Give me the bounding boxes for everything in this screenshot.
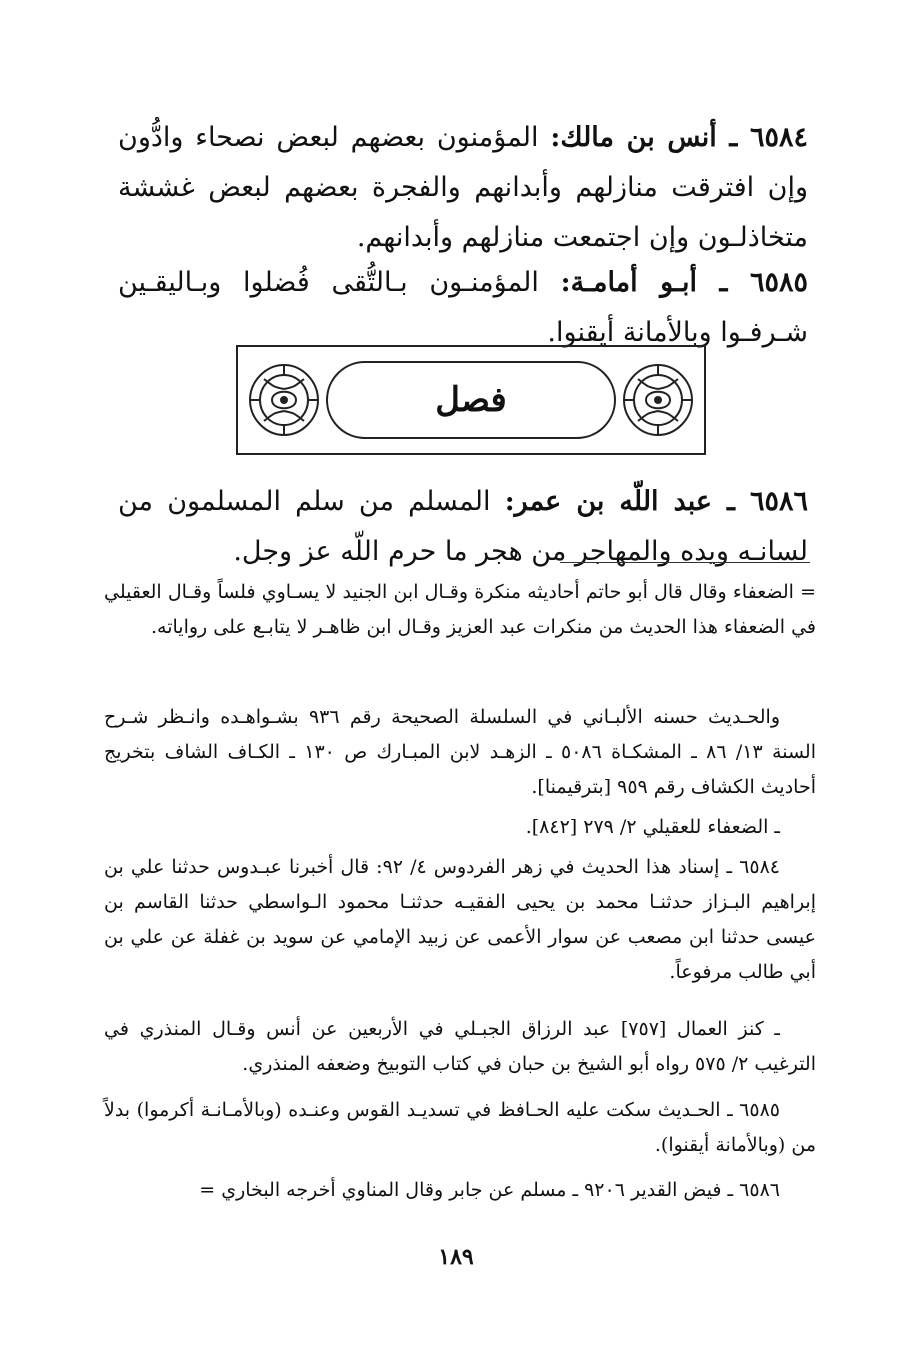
entry-head: ٦٥٨٦ ـ عبد اللّه بن عمر:	[504, 486, 808, 517]
footnote-text: = الضعفاء وقال قال أبو حاتم أحاديثه منكرة وقـال ابن الجنيد لا يسـاوي فلساً وقـال العقيلي في الضعفاء هذا الحديث من منكرات عبد العزيز وقـال ابن ظاهـر لا يتابـع على رواياته.	[104, 581, 816, 638]
footnote-hadith-grading	[104, 700, 816, 805]
hadith-entry-6585	[118, 258, 808, 358]
entry-text: المسلم من سلم المسلمون من لسانـه ويده والمهاجر من هجر ما حرم اللّه عز وجل.	[118, 486, 808, 567]
footnote-divider	[560, 562, 810, 563]
entry-text: المؤمنـون بـالتُّقى فُضلوا وبـاليقـين شـرفـوا وبالأمانة أيقنوا.	[118, 267, 808, 348]
footnote-text: ـ الضعفاء للعقيلي ٢/ ٢٧٩ [٨٤٢].	[525, 816, 780, 838]
page-number: ١٨٩	[438, 1244, 474, 1270]
footnote-6585	[104, 1093, 816, 1163]
footnote-text: ٦٥٨٦ ـ فيض القدير ٩٢٠٦ ـ مسلم عن جابر وقال المناوي أخرجه البخاري =	[199, 1179, 780, 1201]
footnote-text: ٦٥٨٤ ـ إسناد هذا الحديث في زهر الفردوس ٤/ ٩٢: قال أخبرنا عبـدوس حدثنا علي بن إبراهيم البـزاز حدثنـا محمد بن يحيى الفقيـه حدثنـا محمود الـواسطي حدثنا القاسم بن عيسى حدثنا ابن مصعب عن سوار الأعمى عن زبيد الإمامي عن سويد بن غفلة عن علي بن أبي طالب مرفوعاً.	[104, 856, 816, 983]
section-heading-cartouche	[326, 361, 616, 439]
footnote-continuation	[104, 575, 816, 645]
footnote-daafa-reference	[104, 810, 816, 845]
footnote-text: ٦٥٨٥ ـ الحـديث سكت عليه الحـافظ في تسديـد القوس وعنـده (وبالأمـانـة أكرموا) بدلاً من (وبالأمانة أيقنوا).	[104, 1099, 816, 1156]
arabesque-ornament-icon	[618, 359, 698, 441]
footnote-kanz-reference	[104, 1012, 816, 1082]
section-heading: فصل	[435, 380, 507, 420]
footnote-text: والحـديث حسنه الألبـاني في السلسلة الصحيحة رقم ٩٣٦ بشـواهـده وانـظر شـرح السنة ١٣/ ٨٦ ـ المشكـاة ٥٠٨٦ ـ الزهـد لابن المبـارك ص ١٣٠ ـ الكـاف الشاف بتخريج أحاديث الكشاف رقم ٩٥٩ [بترقيمنا].	[104, 706, 816, 798]
hadith-entry-6584	[118, 113, 808, 263]
arabesque-ornament-icon	[244, 359, 324, 441]
footnote-6586	[104, 1173, 816, 1208]
entry-head: ٦٥٨٤ ـ أنس بن مالك:	[550, 122, 809, 153]
entry-text: المؤمنون بعضهم لبعض نصحاء وادُّون وإن افترقت منازلهم وأبدانهم والفجرة بعضهم لبعض غششة متخاذلـون وإن اجتمعت منازلهم وأبدانهم.	[118, 122, 808, 253]
footnote-text: ـ كنز العمال [٧٥٧] عبد الرزاق الجبـلي في الأربعين عن أنس وقـال المنذري في الترغيب ٢/ ٥٧٥ رواه أبو الشيخ بن حبان في كتاب التوبيخ وضعفه المنذري.	[104, 1018, 816, 1075]
footnote-isnad-6584	[104, 850, 816, 990]
section-heading-frame	[236, 345, 706, 455]
entry-head: ٦٥٨٥ ـ أبـو أمامـة:	[560, 267, 808, 298]
